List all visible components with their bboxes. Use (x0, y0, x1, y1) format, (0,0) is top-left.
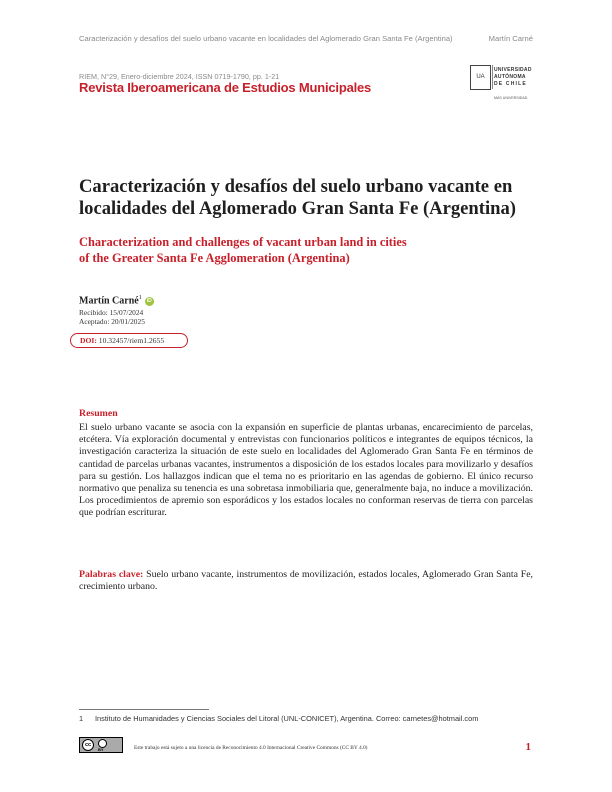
author-footnote-mark: 1 (138, 295, 142, 301)
page-number: 1 (525, 741, 531, 753)
cc-license-badge[interactable] (79, 737, 123, 753)
article-title-en-line-1: Characterization and challenges of vacant urban land in cities (79, 235, 407, 249)
logo-tagline: MÁS UNIVERSIDAD (494, 96, 528, 100)
orcid-icon[interactable]: iD (146, 298, 152, 305)
keywords-label: Palabras clave: (79, 569, 144, 580)
article-title-es: Caracterización y desafíos del suelo urbano vacante en localidades del Aglomerado Gran Santa Fe (Argentina) (79, 176, 516, 219)
author-line (79, 295, 154, 306)
logo-line-2: AUTÓNOMA (494, 74, 526, 80)
footnote-divider (79, 709, 209, 710)
journal-meta: RIEM, N°29, Enero-diciembre 2024, ISSN 0719-1790, pp. 1-21 (79, 72, 280, 81)
license-text: Este trabajo está sujeto a una licencia de Reconocimiento 4.0 Internacional Creative Commons (CC BY 4.0) (134, 745, 368, 751)
abstract-body: El suelo urbano vacante se asocia con la expansión en superficie de plantas urbanas, encarecimiento de parcelas, etcétera. Vía exploración documental y entrevistas con funcionarios políticos e integrantes de equipos técnicos, la investigación caracteriza la situación de este suelo en localidades del Aglomerado Gran Santa Fe en términos de cantidad de parcelas urbanas vacantes, instrumentos a disposición de los estados locales para movilizarlo y desafíos para su gestión. Los hallazgos indican que el tema no es prioritario en las agendas de gobierno. El único recurso normativo que penaliza su tenencia es una sobretasa inmobiliaria que, generalmente baja, no induce a movilización. Los procedimientos de apremio son esporádicos y los estados locales no conforman reservas de tierra con parcelas que podrían escriturar. (79, 422, 533, 519)
article-title-en-line-2: of the Greater Santa Fe Agglomeration (Argentina) (79, 250, 350, 265)
university-logo (470, 65, 534, 115)
author-name: Martín Carné (79, 295, 139, 307)
doi-value: 10.32457/riem1.2655 (98, 336, 165, 345)
accepted-date: Aceptado: 20/01/2025 (79, 317, 145, 326)
footnote-text: Instituto de Humanidades y Ciencias Sociales del Litoral (UNL-CONICET), Argentina. Correo: carnetes@hotmail.com (95, 714, 479, 723)
footnote-number: 1 (79, 714, 84, 723)
logo-divider (492, 65, 493, 89)
doi-label: DOI: (80, 336, 97, 345)
journal-name: Revista Iberoamericana de Estudios Municipales (79, 80, 372, 95)
logo-line-1: UNIVERSIDAD (494, 67, 532, 73)
running-head-title: Caracterización y desafíos del suelo urbano vacante en localidades del Aglomerado Gran Santa Fe (Argentina) (79, 34, 453, 43)
logo-monogram: UA (470, 65, 491, 90)
logo-line-3: DE CHILE (494, 81, 527, 87)
abstract-heading: Resumen (79, 408, 118, 419)
keywords (79, 569, 533, 593)
keywords-text: Suelo urbano vacante, instrumentos de movilización, estados locales, Aglomerado Gran Santa Fe, crecimiento urbano. (79, 569, 533, 593)
cc-icon: cc (82, 739, 94, 751)
footnote (79, 714, 478, 723)
received-date: Recibido: 15/07/2024 (79, 308, 144, 317)
doi-link[interactable] (70, 333, 188, 348)
by-label: BY (98, 747, 104, 752)
running-head-author: Martín Carné (488, 34, 533, 43)
article-title-en (79, 235, 539, 266)
